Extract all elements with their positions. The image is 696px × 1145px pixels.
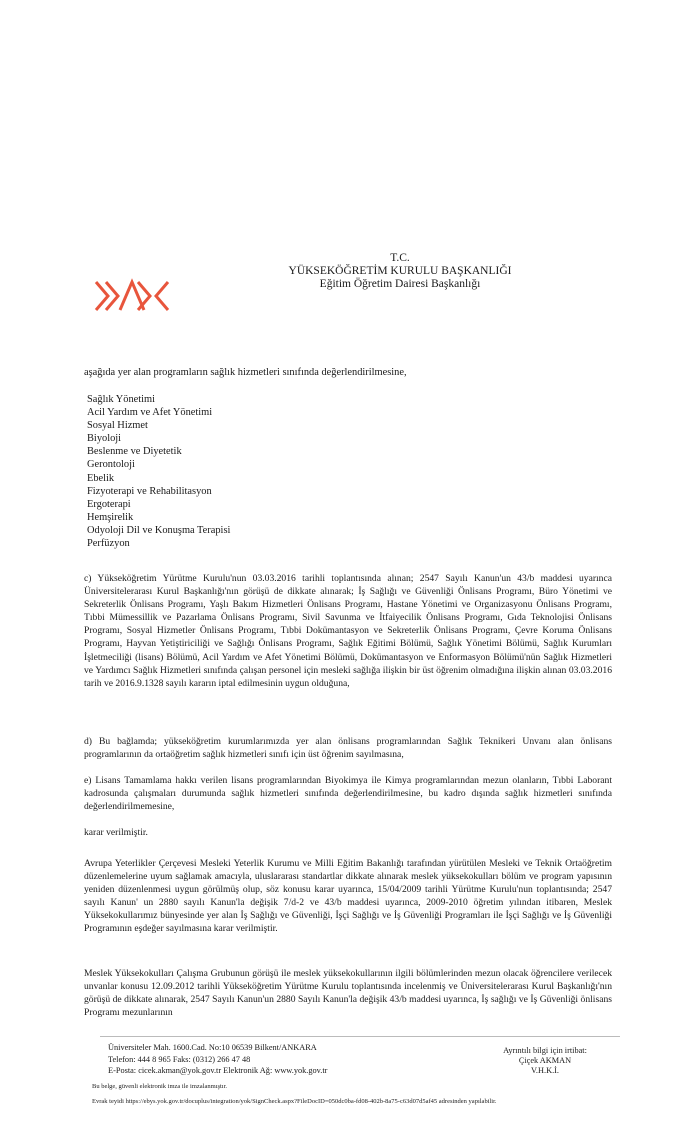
- footer-divider: [100, 1036, 620, 1037]
- paragraph-avrupa: Avrupa Yeterlikler Çerçevesi Mesleki Yeterlik Kurumu ve Milli Eğitim Bakanlığı tarafından yürütülen Mesleki ve Teknik Ortaöğretim düzenlemelerine uyum sağlamak amacıyla, uluslararası standartlar dikkate alınarak meslek yüksekokulları bölüm ve program yapısının yeniden düzenlenmesi uygun görülmüş olup, söz konusu karar uyarınca, 15/04/2009 tarihli Yürütme Kurulu'nun toplantısında; 2547 sayılı Kanun' un 2880 sayılı Kanun'la değişik 7/d-2 ve 43/b maddesi uyarınca, 2009-2010 öğretim yılından itibaren, Meslek Yüksekokullarımız bünyesinde yer alan İş Sağlığı ve Güvenliği, İşçi Sağlığı ve İş Güvenliği Programları ile İşçi Sağlığı ve İş Güvenliği Programının eşdeğer sayılmasına karar verilmiştir.: [84, 858, 612, 935]
- contact-title: Ayrıntılı bilgi için irtibat:: [503, 1046, 587, 1055]
- paragraph-e: e) Lisans Tamamlama hakkı verilen lisans programlarından Biyokimya ile Kimya programlarından mezun olanların, Tıbbi Laborant kadrosunda çalışmaları durumunda sağlık hizmetleri sınıfında değerlendirilmesine, bu kadro dışında sağlık hizmetleri sınıfında değerlendirilmemesine,: [84, 775, 612, 813]
- esign-note: Bu belge, güvenli elektronik imza ile imzalanmıştır.: [92, 1083, 228, 1090]
- footer-email: E-Posta: cicek.akman@yok.gov.tr Elektronik Ağ: www.yok.gov.tr: [108, 1066, 328, 1076]
- footer-phone: Telefon: 444 8 965 Faks: (0312) 266 47 48: [108, 1054, 251, 1064]
- intro-text: aşağıda yer alan programların sağlık hizmetleri sınıfında değerlendirilmesine,: [84, 367, 407, 378]
- contact-role: V.H.K.İ.: [531, 1066, 559, 1075]
- footer-address-block: [108, 1042, 327, 1077]
- list-item: Perfüzyon: [87, 538, 130, 550]
- paragraph-meslek: Meslek Yüksekokulları Çalışma Grubunun görüşü ile meslek yüksekokullarının ilgili bölümlerinden mezun olacak öğrencilere verilecek unvanlar konusu 12.09.2012 tarihli Yükseköğretim Yürütme Kurulu toplantısında incelenmiş ve Üniversitelerarası Kurul Başkanlığı'nın görüşü de dikkate alınarak, 2547 Sayılı Kanun'un 2880 Sayılı Kanun'la değişik 43/b maddesi uyarınca, İş sağlığı ve İş Güvenliği önlisans Programı mezunlarının: [84, 968, 612, 1019]
- list-item: Beslenme ve Diyetetik: [87, 446, 182, 458]
- decision-text: karar verilmiştir.: [84, 827, 148, 838]
- list-item: Odyoloji Dil ve Konuşma Terapisi: [87, 524, 231, 536]
- list-item: Hemşirelik: [87, 511, 134, 523]
- list-item: Sosyal Hizmet: [87, 420, 148, 432]
- list-item: Fizyoterapi ve Rehabilitasyon: [87, 485, 212, 497]
- footer-address: Üniversiteler Mah. 1600.Cad. No:10 06539 Bilkent/ANKARA: [108, 1043, 317, 1052]
- list-item: Acil Yardım ve Afet Yönetimi: [87, 407, 213, 419]
- letterhead: [270, 252, 530, 291]
- list-item: Sağlık Yönetimi: [87, 394, 156, 405]
- list-item: Ergoterapi: [87, 498, 131, 510]
- list-item: Biyoloji: [87, 433, 122, 445]
- institution-name: YÜKSEKÖĞRETİM KURULU BAŞKANLIĞI: [288, 265, 512, 277]
- paragraph-c: c) Yükseköğretim Yürütme Kurulu'nun 03.03.2016 tarihli toplantısında alınan; 2547 Sayılı Kanun'un 43/b maddesi uyarınca Üniversitelerarası Kurul Başkanlığı'nın görüşü de dikkate alınarak; İş Sağlığı ve Güvenliği Önlisans Programı, Büro Yönetimi ve Sekreterlik Önlisans Programı, Yaşlı Bakım Hizmetleri Önlisans Programı, Hastane Yönetimi ve Organizasyonu Önlisans Programı, Tıbbi Mümessillik ve Pazarlama Önlisans Programı, Sivil Savunma ve İtfaiyecilik Önlisans Programı, Gıda Teknolojisi Önlisans Programı, Sosyal Hizmetler Önlisans Programı, Tıbbi Dokümantasyon ve Sekreterlik Önlisans Programı, Çevre Koruma Önlisans Programı, Hayvan Yetiştiriciliği ve Sağlığı Önlisans Programı, Sağlık Eğitimi Bölümü, Sağlık Yönetimi Bölümü, Sağlık Kurumları İşletmeciliği (lisans) Bölümü, Acil Yardım ve Afet Yönetimi Bölümü, Dokümantasyon ve Enformasyon Bölümü'nün Sağlık Hizmetleri ve Yardımcı Sağlık Hizmetleri sınıfında çalışan personel için mesleki sağlığa ilişkin bir üst öğrenim olmadığına ilişkin alınan 03.03.2016 tarih ve 2016.9.1328 sayılı kararın iptal edilmesinin uygun olduğuna,: [84, 573, 612, 689]
- contact-name: Çiçek AKMAN: [518, 1056, 572, 1065]
- paragraph-d: d) Bu bağlamda; yükseköğretim kurumlarımızda yer alan önlisans programlarından Sağlık Teknikeri Unvanı alan önlisans programlarının da ortaöğretim sağlık hizmetleri sınıfı için üst öğrenim sayılmasına,: [84, 736, 612, 761]
- yok-logo: [92, 276, 172, 316]
- program-list: [87, 393, 230, 550]
- list-item: Gerontoloji: [87, 459, 135, 471]
- contact-block: [470, 1046, 620, 1076]
- tc-label: T.C.: [390, 252, 410, 264]
- list-item: Ebelik: [87, 472, 115, 484]
- department-name: Eğitim Öğretim Dairesi Başkanlığı: [319, 278, 481, 290]
- verify-link: Evrak teyidi https://ebys.yok.gov.tr/docuplus/integration/yok/SignCheck.aspx?FileDocID=050dc0ba-fd08-402b-8a75-c63d07d5af45 adresinden yapılabilir.: [92, 1098, 497, 1105]
